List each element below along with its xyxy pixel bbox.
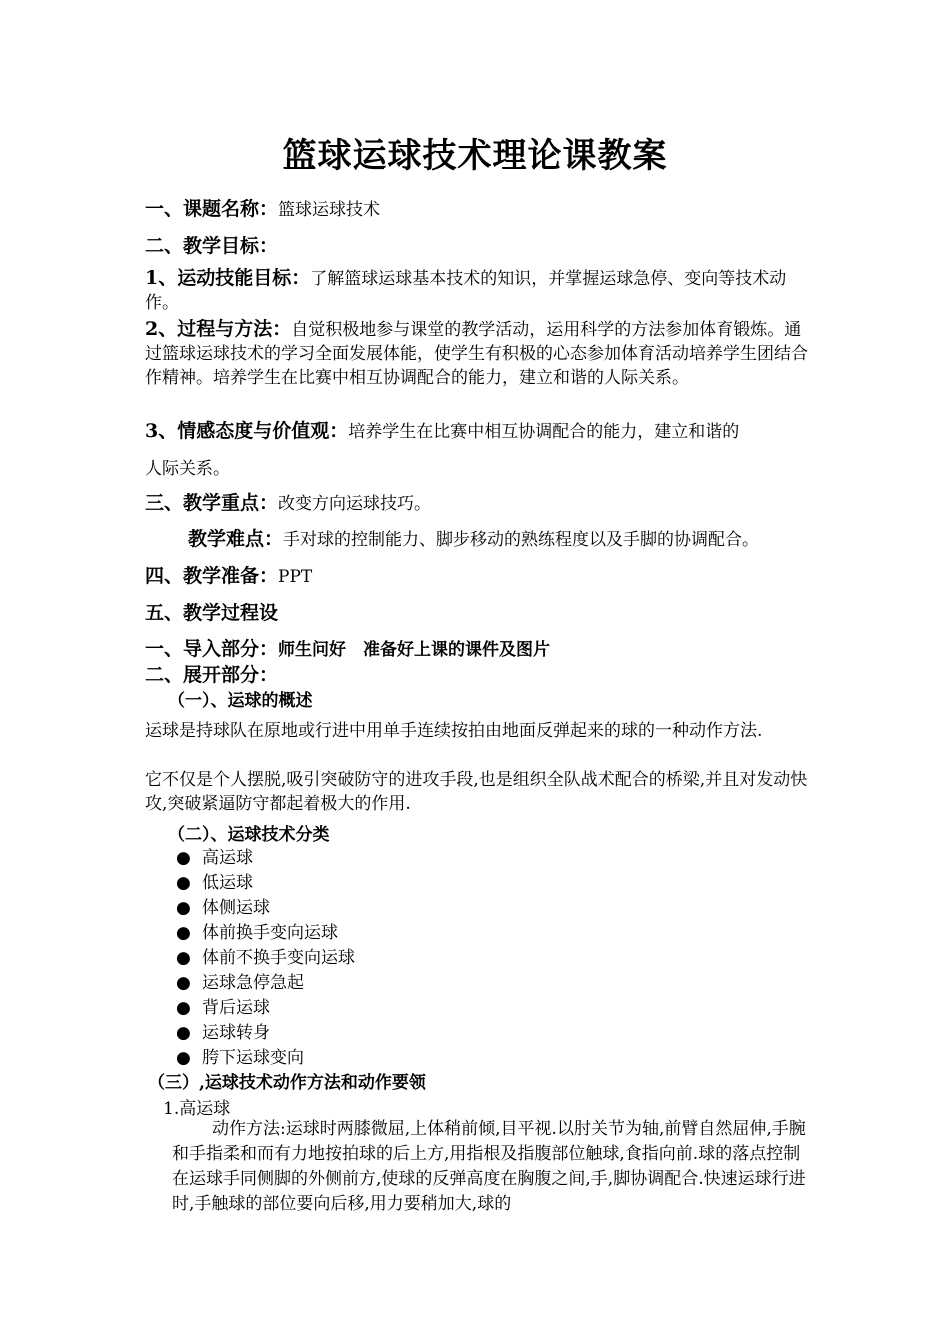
- bullet-icon: ●: [176, 873, 191, 893]
- list-item: [176, 993, 270, 1018]
- bullet-icon: ●: [176, 1023, 191, 1043]
- bullet-icon: ●: [176, 1048, 191, 1068]
- objective-1-label: 1、运动技能目标：: [145, 267, 311, 289]
- list-item-label: 低运球: [202, 873, 253, 893]
- topic-label: 一、课题名称：: [145, 198, 279, 220]
- objective-3-text: 培养学生在比赛中相互协调配合的能力，建立和谐的: [348, 422, 740, 442]
- objective-1-text: 了解篮球运球基本技术的知识，并掌握运球急停、变向等技术动作。: [145, 269, 787, 313]
- section-1-para-1: 运球是持球队在原地或行进中用单手连续按拍由地面反弹起来的球的一种动作方法.: [145, 721, 763, 741]
- preparation-row: [145, 561, 312, 588]
- list-item: [176, 868, 253, 893]
- list-item-label: 运球急停急起: [202, 973, 304, 993]
- key-point-label: 三、教学重点：: [145, 492, 279, 514]
- list-item: [176, 1018, 270, 1043]
- section-2-title: （二）、运球技术分类: [168, 825, 330, 845]
- section-3-desc: 动作方法:运球时两膝微屈,上体稍前倾,目平视.以肘关节为轴,前臂自然屈伸,手腕和手指柔和而有力地按拍球的后上方,用指根及指腹部位触球,食指向前.球的落点控制在运球手同侧脚的外侧前方,使球的反弹高度在胸腹之间,手,脚协调配合.快速运球行进时,手触球的部位要向后移,用力要稍加大,球的: [172, 1119, 806, 1214]
- bullet-icon: ●: [176, 923, 191, 943]
- document-title: 篮球运球技术理论课教案: [282, 136, 668, 176]
- objective-2-text: 自觉积极地参与课堂的教学活动，运用科学的方法参加体育锻炼。通过篮球运球技术的学习全面发展体能，使学生有积极的心态参加体育活动培养学生团结合作精神。培养学生在比赛中相互协调配合的能力，建立和谐的人际关系。: [145, 320, 808, 388]
- bullet-icon: ●: [176, 848, 191, 868]
- list-item-label: 胯下运球变向: [202, 1048, 304, 1068]
- intro-row: [145, 634, 550, 661]
- bullet-icon: ●: [176, 898, 191, 918]
- objective-2: [145, 317, 810, 390]
- key-point-row: [145, 488, 431, 515]
- section-1-title: （一）、运球的概述: [168, 691, 313, 711]
- difficulty-row: [188, 524, 759, 551]
- section-1-para-2: 它不仅是个人摆脱,吸引突破防守的进攻手段,也是组织全队战术配合的桥梁,并且对发动快攻,突破紧逼防守都起着极大的作用.: [145, 770, 808, 814]
- develop-heading: 二、展开部分：: [145, 664, 279, 686]
- preparation-label: 四、教学准备：: [145, 565, 279, 587]
- objectives-heading: 二、教学目标：: [145, 235, 279, 257]
- preparation-value: PPT: [278, 567, 313, 587]
- section-3-item-1: 1.高运球: [163, 1099, 231, 1119]
- list-item: [176, 968, 304, 993]
- list-item: [176, 918, 338, 943]
- list-item-label: 体前不换手变向运球: [202, 948, 355, 968]
- intro-label: 一、导入部分：: [145, 638, 279, 660]
- list-item-label: 体侧运球: [202, 898, 270, 918]
- difficulty-value: 手对球的控制能力、脚步移动的熟练程度以及手脚的协调配合。: [283, 530, 760, 550]
- list-item: [176, 943, 355, 968]
- topic-row: [145, 194, 380, 221]
- objective-1: [145, 266, 810, 315]
- section-3-title: （三）,运球技术动作方法和动作要领: [148, 1073, 426, 1093]
- objective-3-label: 3、情感态度与价值观：: [145, 420, 349, 442]
- list-item: [176, 1043, 304, 1068]
- list-item-label: 体前换手变向运球: [202, 923, 338, 943]
- key-point-value: 改变方向运球技巧。: [278, 494, 432, 514]
- list-item-label: 高运球: [202, 848, 253, 868]
- objective-3-text-cont: 人际关系。: [145, 459, 230, 479]
- bullet-icon: ●: [176, 948, 191, 968]
- list-item-label: 背后运球: [202, 998, 270, 1018]
- list-item-label: 运球转身: [202, 1023, 270, 1043]
- topic-value: 篮球运球技术: [278, 200, 381, 220]
- intro-value: 师生问好 准备好上课的课件及图片: [278, 640, 551, 660]
- list-item: [176, 893, 270, 918]
- bullet-icon: ●: [176, 973, 191, 993]
- objective-3: [145, 416, 739, 443]
- list-item: [176, 843, 253, 868]
- process-heading: 五、教学过程设: [145, 602, 279, 624]
- difficulty-label: 教学难点：: [188, 528, 284, 550]
- objective-2-label: 2、过程与方法：: [145, 318, 292, 340]
- bullet-icon: ●: [176, 998, 191, 1018]
